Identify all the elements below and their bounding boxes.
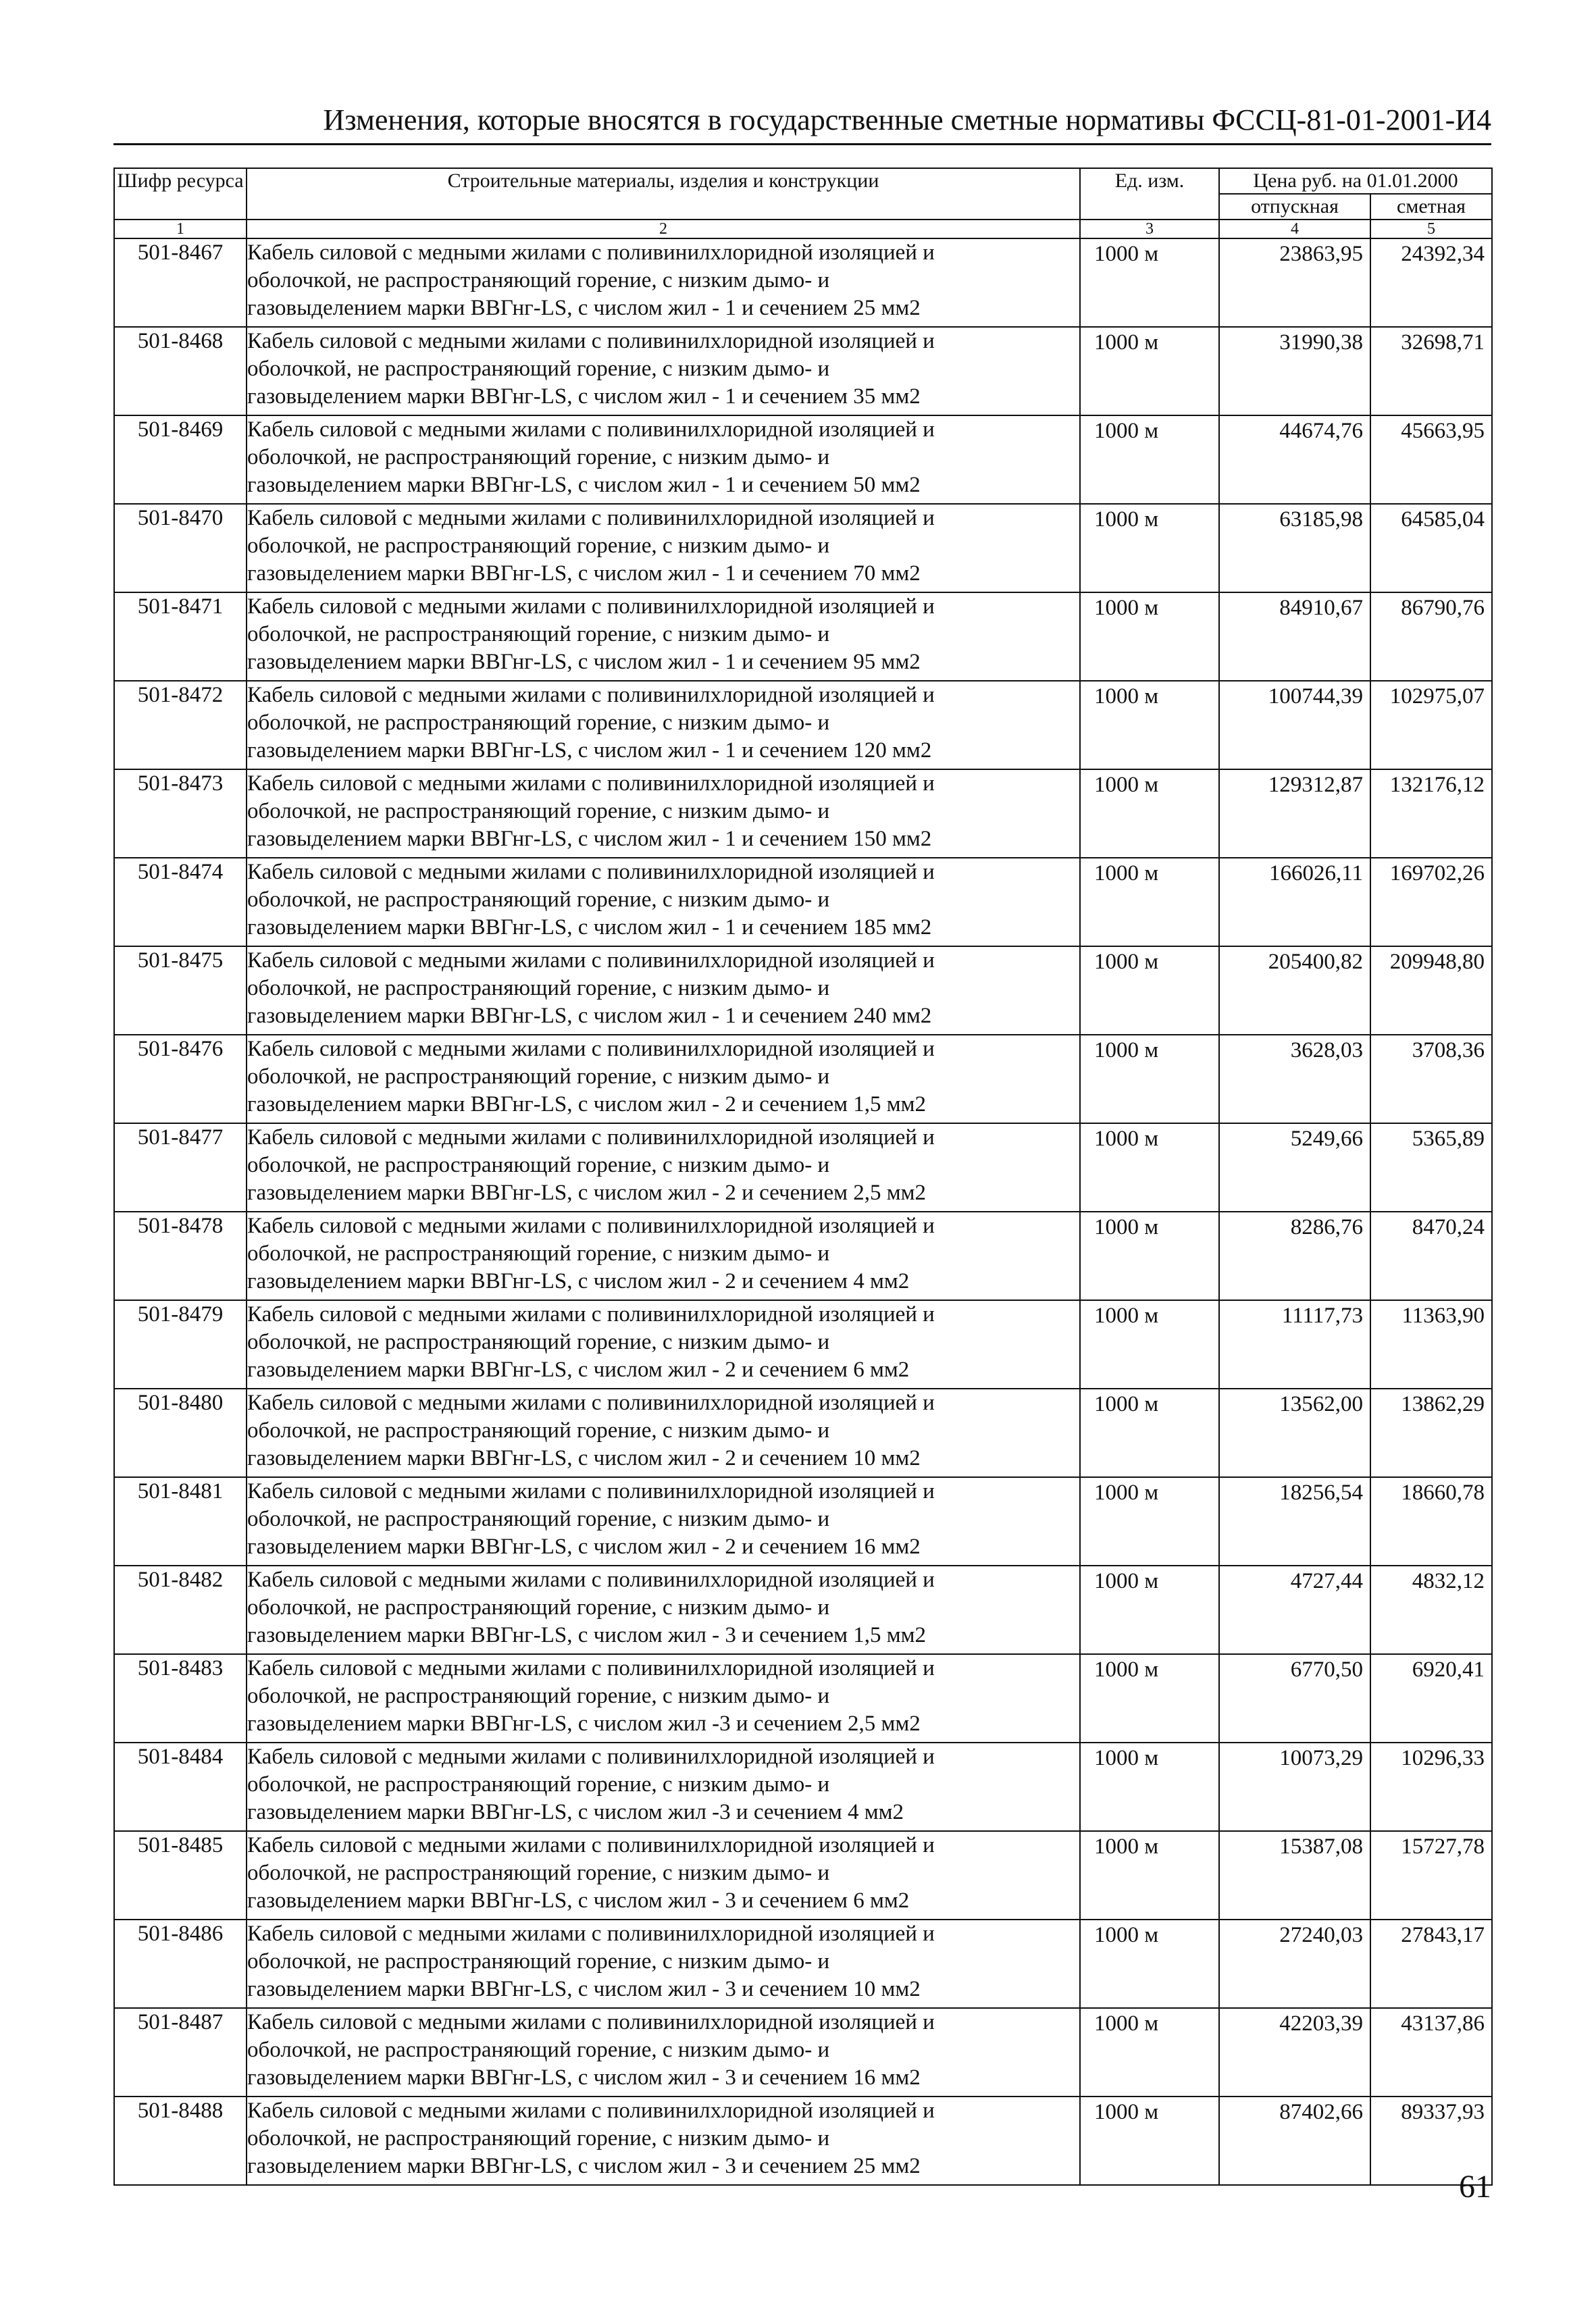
estimate-price: 43137,86 — [1370, 2008, 1492, 2097]
resource-code: 501-8469 — [114, 415, 247, 504]
estimate-price: 86790,76 — [1370, 592, 1492, 681]
description-line: газовыделением марки ВВГнг-LS, с числом жил - 1 и сечением 120 мм2 — [247, 738, 932, 763]
description-line: Кабель силовой с медными жилами с поливинилхлоридной изоляцией и — [247, 1568, 935, 1592]
release-price: 129312,87 — [1219, 769, 1370, 858]
unit-of-measure: 1000 м — [1080, 238, 1219, 327]
page-number: 61 — [1459, 2169, 1491, 2205]
table-row — [114, 1123, 1492, 1212]
description-line: Кабель силовой с медными жилами с поливинилхлоридной изоляцией и — [247, 1391, 935, 1415]
description-line: Кабель силовой с медными жилами с поливинилхлоридной изоляцией и — [247, 329, 935, 353]
material-description — [247, 415, 1080, 504]
release-price: 5249,66 — [1219, 1123, 1370, 1212]
description-line: оболочкой, не распространяющий горение, с низким дымо- и — [247, 1241, 830, 1266]
material-description — [247, 681, 1080, 769]
material-description — [247, 1035, 1080, 1123]
material-description — [247, 769, 1080, 858]
estimate-price: 15727,78 — [1370, 1831, 1492, 1920]
estimate-price: 102975,07 — [1370, 681, 1492, 769]
resource-code: 501-8467 — [114, 238, 247, 327]
unit-of-measure: 1000 м — [1080, 1212, 1219, 1300]
unit-of-measure: 1000 м — [1080, 1831, 1219, 1920]
resource-code: 501-8485 — [114, 1831, 247, 1920]
material-description — [247, 1920, 1080, 2008]
description-line: оболочкой, не распространяющий горение, с низким дымо- и — [247, 799, 830, 823]
description-line: газовыделением марки ВВГнг-LS, с числом жил - 2 и сечением 10 мм2 — [247, 1446, 921, 1470]
estimate-price: 89337,93 — [1370, 2097, 1492, 2185]
column-number: 4 — [1219, 220, 1370, 238]
material-description — [247, 592, 1080, 681]
resource-code: 501-8486 — [114, 1920, 247, 2008]
estimate-price: 169702,26 — [1370, 858, 1492, 946]
description-line: Кабель силовой с медными жилами с поливинилхлоридной изоляцией и — [247, 683, 935, 707]
description-line: Кабель силовой с медными жилами с поливинилхлоридной изоляцией и — [247, 2010, 935, 2034]
release-price: 11117,73 — [1219, 1300, 1370, 1389]
estimate-price: 11363,90 — [1370, 1300, 1492, 1389]
release-price: 44674,76 — [1219, 415, 1370, 504]
price-table — [113, 168, 1493, 2186]
estimate-price: 5365,89 — [1370, 1123, 1492, 1212]
table-row — [114, 504, 1492, 592]
estimate-price: 6920,41 — [1370, 1654, 1492, 1743]
table-row — [114, 2097, 1492, 2185]
material-description — [247, 238, 1080, 327]
estimate-price: 45663,95 — [1370, 415, 1492, 504]
col-header-code: Шифр ресурса — [114, 168, 247, 220]
material-description — [247, 1389, 1080, 1477]
unit-of-measure: 1000 м — [1080, 1920, 1219, 2008]
unit-of-measure: 1000 м — [1080, 2097, 1219, 2185]
resource-code: 501-8478 — [114, 1212, 247, 1300]
resource-code: 501-8484 — [114, 1743, 247, 1831]
description-line: Кабель силовой с медными жилами с поливинилхлоридной изоляцией и — [247, 771, 935, 796]
material-description — [247, 327, 1080, 415]
release-price: 87402,66 — [1219, 2097, 1370, 2185]
release-price: 205400,82 — [1219, 946, 1370, 1035]
unit-of-measure: 1000 м — [1080, 1654, 1219, 1743]
description-line: газовыделением марки ВВГнг-LS, с числом жил - 3 и сечением 6 мм2 — [247, 1888, 910, 1913]
description-line: оболочкой, не распространяющий горение, с низким дымо- и — [247, 888, 830, 912]
description-line: Кабель силовой с медными жилами с поливинилхлоридной изоляцией и — [247, 1833, 935, 1857]
material-description — [247, 1654, 1080, 1743]
description-line: оболочкой, не распространяющий горение, с низким дымо- и — [247, 445, 830, 469]
estimate-price: 8470,24 — [1370, 1212, 1492, 1300]
unit-of-measure: 1000 м — [1080, 504, 1219, 592]
release-price: 6770,50 — [1219, 1654, 1370, 1743]
page-header-title: Изменения, которые вносятся в государственные сметные нормативы ФССЦ-81-01-2001-И4 — [323, 103, 1491, 136]
release-price: 166026,11 — [1219, 858, 1370, 946]
unit-of-measure: 1000 м — [1080, 946, 1219, 1035]
unit-of-measure: 1000 м — [1080, 327, 1219, 415]
description-line: оболочкой, не распространяющий горение, с низким дымо- и — [247, 1153, 830, 1177]
description-line: оболочкой, не распространяющий горение, с низким дымо- и — [247, 1772, 830, 1797]
table-row — [114, 1920, 1492, 2008]
resource-code: 501-8482 — [114, 1566, 247, 1654]
description-line: Кабель силовой с медными жилами с поливинилхлоридной изоляцией и — [247, 594, 935, 619]
release-price: 42203,39 — [1219, 2008, 1370, 2097]
resource-code: 501-8471 — [114, 592, 247, 681]
col-header-name: Строительные материалы, изделия и конструкции — [247, 168, 1080, 220]
description-line: газовыделением марки ВВГнг-LS, с числом жил -3 и сечением 2,5 мм2 — [247, 1712, 921, 1736]
column-number: 2 — [247, 220, 1080, 238]
unit-of-measure: 1000 м — [1080, 1035, 1219, 1123]
unit-of-measure: 1000 м — [1080, 681, 1219, 769]
resource-code: 501-8473 — [114, 769, 247, 858]
resource-code: 501-8488 — [114, 2097, 247, 2185]
description-line: газовыделением марки ВВГнг-LS, с числом жил - 1 и сечением 25 мм2 — [247, 296, 921, 320]
material-description — [247, 2008, 1080, 2097]
release-price: 13562,00 — [1219, 1389, 1370, 1477]
table-row — [114, 1035, 1492, 1123]
description-line: газовыделением марки ВВГнг-LS, с числом жил - 2 и сечением 1,5 мм2 — [247, 1092, 927, 1116]
header-divider — [113, 143, 1491, 145]
description-line: оболочкой, не распространяющий горение, с низким дымо- и — [247, 2126, 830, 2151]
description-line: Кабель силовой с медными жилами с поливинилхлоридной изоляцией и — [247, 417, 935, 442]
material-description — [247, 1300, 1080, 1389]
description-line: газовыделением марки ВВГнг-LS, с числом жил - 1 и сечением 70 мм2 — [247, 561, 921, 586]
resource-code: 501-8476 — [114, 1035, 247, 1123]
resource-code: 501-8468 — [114, 327, 247, 415]
table-row — [114, 592, 1492, 681]
estimate-price: 3708,36 — [1370, 1035, 1492, 1123]
material-description — [247, 1743, 1080, 1831]
resource-code: 501-8487 — [114, 2008, 247, 2097]
description-line: Кабель силовой с медными жилами с поливинилхлоридной изоляцией и — [247, 1922, 935, 1946]
description-line: Кабель силовой с медными жилами с поливинилхлоридной изоляцией и — [247, 240, 935, 265]
table-row — [114, 858, 1492, 946]
description-line: газовыделением марки ВВГнг-LS, с числом жил - 2 и сечением 16 мм2 — [247, 1535, 921, 1559]
description-line: оболочкой, не распространяющий горение, с низким дымо- и — [247, 1595, 830, 1620]
description-line: оболочкой, не распространяющий горение, с низким дымо- и — [247, 2038, 830, 2062]
table-row — [114, 681, 1492, 769]
estimate-price: 27843,17 — [1370, 1920, 1492, 2008]
description-line: оболочкой, не распространяющий горение, с низким дымо- и — [247, 1330, 830, 1354]
table-row — [114, 769, 1492, 858]
release-price: 63185,98 — [1219, 504, 1370, 592]
description-line: оболочкой, не распространяющий горение, с низким дымо- и — [247, 268, 830, 292]
column-number: 3 — [1080, 220, 1219, 238]
description-line: оболочкой, не распространяющий горение, с низким дымо- и — [247, 622, 830, 646]
description-line: Кабель силовой с медными жилами с поливинилхлоридной изоляцией и — [247, 1302, 935, 1327]
description-line: оболочкой, не распространяющий горение, с низким дымо- и — [247, 711, 830, 735]
table-row — [114, 1212, 1492, 1300]
description-line: Кабель силовой с медными жилами с поливинилхлоридной изоляцией и — [247, 948, 935, 973]
description-line: оболочкой, не распространяющий горение, с низким дымо- и — [247, 1064, 830, 1089]
description-line: газовыделением марки ВВГнг-LS, с числом жил -3 и сечением 4 мм2 — [247, 1800, 904, 1824]
resource-code: 501-8479 — [114, 1300, 247, 1389]
unit-of-measure: 1000 м — [1080, 1743, 1219, 1831]
release-price: 23863,95 — [1219, 238, 1370, 327]
column-number: 1 — [114, 220, 247, 238]
table-row — [114, 1477, 1492, 1566]
description-line: оболочкой, не распространяющий горение, с низким дымо- и — [247, 1684, 830, 1708]
release-price: 8286,76 — [1219, 1212, 1370, 1300]
material-description — [247, 2097, 1080, 2185]
unit-of-measure: 1000 м — [1080, 1300, 1219, 1389]
description-line: оболочкой, не распространяющий горение, с низким дымо- и — [247, 1861, 830, 1885]
resource-code: 501-8470 — [114, 504, 247, 592]
material-description — [247, 1212, 1080, 1300]
release-price: 10073,29 — [1219, 1743, 1370, 1831]
description-line: газовыделением марки ВВГнг-LS, с числом жил - 2 и сечением 4 мм2 — [247, 1269, 910, 1293]
resource-code: 501-8474 — [114, 858, 247, 946]
material-description — [247, 504, 1080, 592]
unit-of-measure: 1000 м — [1080, 769, 1219, 858]
col-header-estimate: сметная — [1370, 194, 1492, 220]
release-price: 100744,39 — [1219, 681, 1370, 769]
release-price: 4727,44 — [1219, 1566, 1370, 1654]
description-line: оболочкой, не распространяющий горение, с низким дымо- и — [247, 1507, 830, 1531]
description-line: газовыделением марки ВВГнг-LS, с числом жил - 1 и сечением 50 мм2 — [247, 473, 921, 497]
material-description — [247, 1831, 1080, 1920]
description-line: Кабель силовой с медными жилами с поливинилхлоридной изоляцией и — [247, 1037, 935, 1061]
description-line: Кабель силовой с медными жилами с поливинилхлоридной изоляцией и — [247, 2099, 935, 2123]
unit-of-measure: 1000 м — [1080, 2008, 1219, 2097]
description-line: оболочкой, не распространяющий горение, с низким дымо- и — [247, 976, 830, 1000]
unit-of-measure: 1000 м — [1080, 858, 1219, 946]
table-row — [114, 1831, 1492, 1920]
material-description — [247, 1123, 1080, 1212]
release-price: 18256,54 — [1219, 1477, 1370, 1566]
table-row — [114, 1389, 1492, 1477]
material-description — [247, 858, 1080, 946]
description-line: газовыделением марки ВВГнг-LS, с числом жил - 3 и сечением 16 мм2 — [247, 2065, 921, 2090]
table-header — [114, 168, 1492, 238]
description-line: оболочкой, не распространяющий горение, с низким дымо- и — [247, 1418, 830, 1443]
column-number: 5 — [1370, 220, 1492, 238]
unit-of-measure: 1000 м — [1080, 1477, 1219, 1566]
table-row — [114, 327, 1492, 415]
unit-of-measure: 1000 м — [1080, 592, 1219, 681]
estimate-price: 24392,34 — [1370, 238, 1492, 327]
description-line: газовыделением марки ВВГнг-LS, с числом жил - 1 и сечением 240 мм2 — [247, 1004, 932, 1028]
column-number-row — [114, 220, 1492, 238]
description-line: газовыделением марки ВВГнг-LS, с числом жил - 1 и сечением 150 мм2 — [247, 827, 932, 851]
resource-code: 501-8477 — [114, 1123, 247, 1212]
unit-of-measure: 1000 м — [1080, 1566, 1219, 1654]
description-line: газовыделением марки ВВГнг-LS, с числом жил - 2 и сечением 2,5 мм2 — [247, 1181, 927, 1205]
estimate-price: 132176,12 — [1370, 769, 1492, 858]
estimate-price: 209948,80 — [1370, 946, 1492, 1035]
description-line: газовыделением марки ВВГнг-LS, с числом жил - 3 и сечением 25 мм2 — [247, 2154, 921, 2178]
description-line: газовыделением марки ВВГнг-LS, с числом жил - 1 и сечением 185 мм2 — [247, 915, 932, 940]
unit-of-measure: 1000 м — [1080, 415, 1219, 504]
description-line: оболочкой, не распространяющий горение, с низким дымо- и — [247, 534, 830, 558]
description-line: Кабель силовой с медными жилами с поливинилхлоридной изоляцией и — [247, 1214, 935, 1238]
table-body — [114, 238, 1492, 2185]
table-row — [114, 1300, 1492, 1389]
description-line: Кабель силовой с медными жилами с поливинилхлоридной изоляцией и — [247, 860, 935, 884]
table-row — [114, 415, 1492, 504]
table-row — [114, 1654, 1492, 1743]
estimate-price: 4832,12 — [1370, 1566, 1492, 1654]
release-price: 15387,08 — [1219, 1831, 1370, 1920]
material-description — [247, 946, 1080, 1035]
description-line: Кабель силовой с медными жилами с поливинилхлоридной изоляцией и — [247, 1479, 935, 1503]
estimate-price: 32698,71 — [1370, 327, 1492, 415]
description-line: газовыделением марки ВВГнг-LS, с числом жил - 1 и сечением 95 мм2 — [247, 650, 921, 674]
estimate-price: 13862,29 — [1370, 1389, 1492, 1477]
description-line: газовыделением марки ВВГнг-LS, с числом жил - 3 и сечением 10 мм2 — [247, 1977, 921, 2001]
table-row — [114, 1743, 1492, 1831]
release-price: 84910,67 — [1219, 592, 1370, 681]
resource-code: 501-8483 — [114, 1654, 247, 1743]
col-header-unit: Ед. изм. — [1080, 168, 1219, 220]
description-line: Кабель силовой с медными жилами с поливинилхлоридной изоляцией и — [247, 1656, 935, 1680]
estimate-price: 64585,04 — [1370, 504, 1492, 592]
release-price: 3628,03 — [1219, 1035, 1370, 1123]
table-row — [114, 2008, 1492, 2097]
table-row — [114, 238, 1492, 327]
unit-of-measure: 1000 м — [1080, 1123, 1219, 1212]
description-line: оболочкой, не распространяющий горение, с низким дымо- и — [247, 1949, 830, 1974]
description-line: Кабель силовой с медными жилами с поливинилхлоридной изоляцией и — [247, 1125, 935, 1150]
material-description — [247, 1566, 1080, 1654]
description-line: Кабель силовой с медными жилами с поливинилхлоридной изоляцией и — [247, 1745, 935, 1769]
resource-code: 501-8480 — [114, 1389, 247, 1477]
resource-code: 501-8481 — [114, 1477, 247, 1566]
release-price: 31990,38 — [1219, 327, 1370, 415]
description-line: газовыделением марки ВВГнг-LS, с числом жил - 1 и сечением 35 мм2 — [247, 384, 921, 409]
estimate-price: 18660,78 — [1370, 1477, 1492, 1566]
unit-of-measure: 1000 м — [1080, 1389, 1219, 1477]
col-header-price-group: Цена руб. на 01.01.2000 — [1219, 168, 1492, 194]
description-line: газовыделением марки ВВГнг-LS, с числом жил - 2 и сечением 6 мм2 — [247, 1358, 910, 1382]
table-row — [114, 1566, 1492, 1654]
release-price: 27240,03 — [1219, 1920, 1370, 2008]
description-line: газовыделением марки ВВГнг-LS, с числом жил - 3 и сечением 1,5 мм2 — [247, 1623, 927, 1647]
description-line: оболочкой, не распространяющий горение, с низким дымо- и — [247, 357, 830, 381]
table-row — [114, 946, 1492, 1035]
col-header-release: отпускная — [1219, 194, 1370, 220]
material-description — [247, 1477, 1080, 1566]
resource-code: 501-8475 — [114, 946, 247, 1035]
description-line: Кабель силовой с медными жилами с поливинилхлоридной изоляцией и — [247, 506, 935, 530]
resource-code: 501-8472 — [114, 681, 247, 769]
estimate-price: 10296,33 — [1370, 1743, 1492, 1831]
